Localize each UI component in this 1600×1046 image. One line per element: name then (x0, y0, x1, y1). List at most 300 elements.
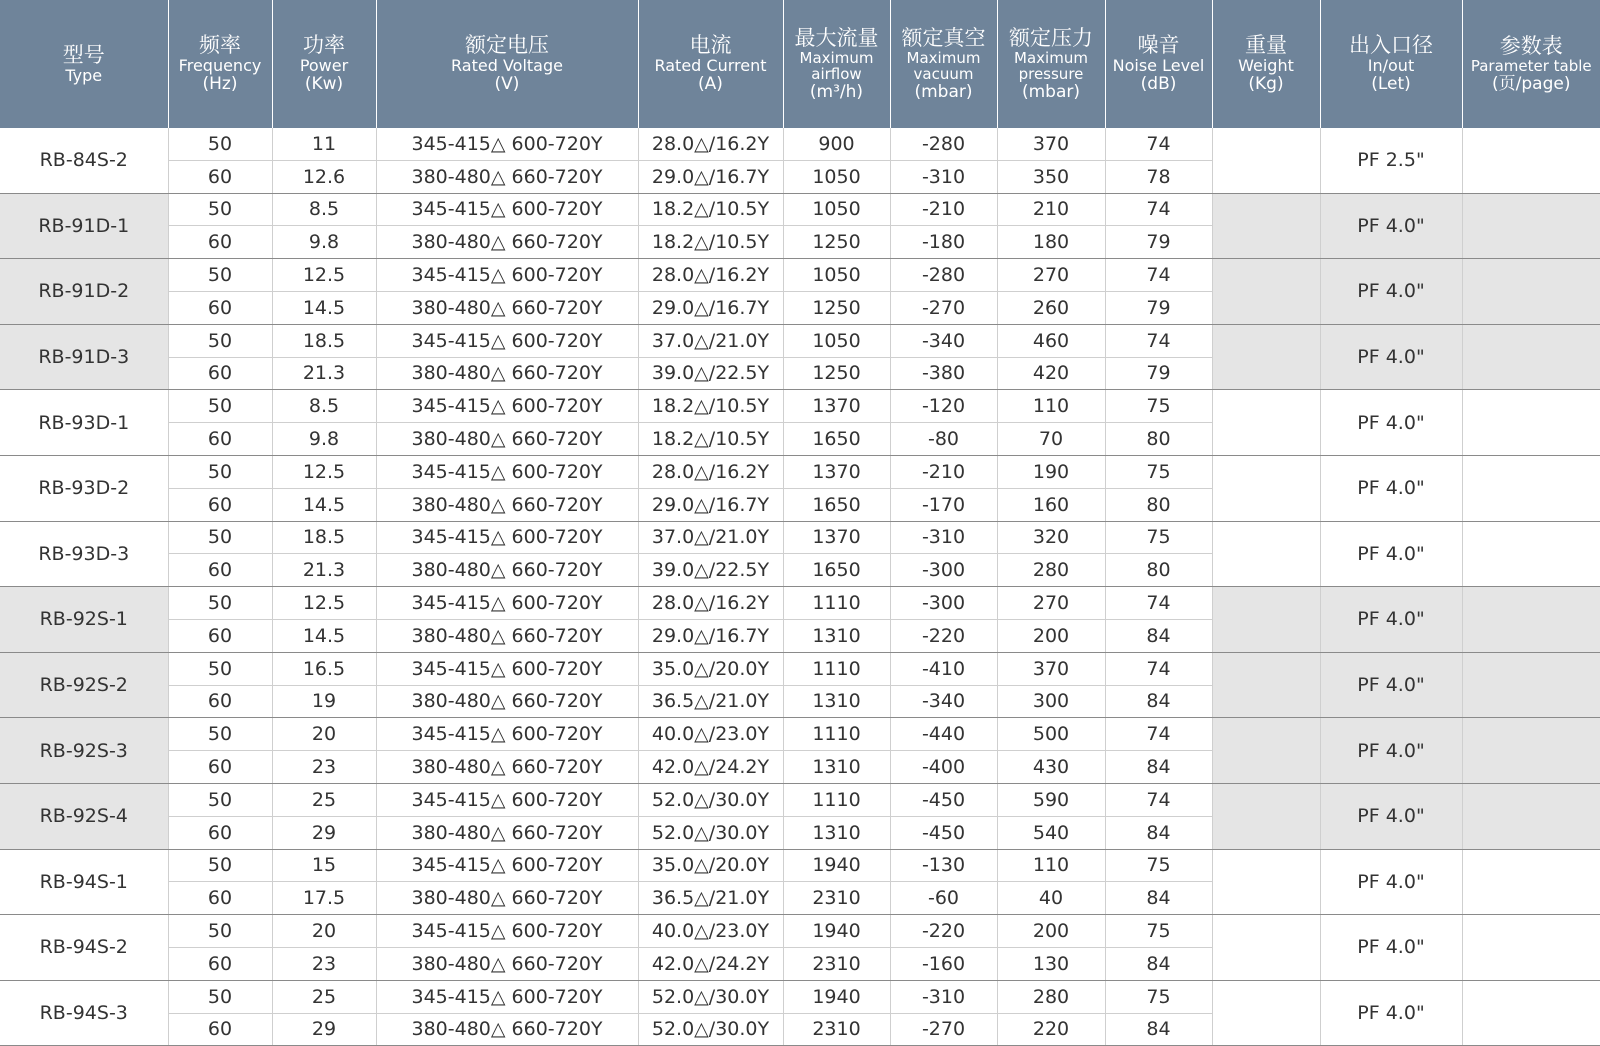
airflow-cell: 1110 (783, 718, 890, 751)
port-cell: PF 4.0" (1320, 521, 1462, 587)
frequency-cell: 50 (168, 390, 272, 423)
type-cell: RB-94S-1 (0, 849, 168, 915)
frequency-cell: 60 (168, 751, 272, 784)
type-cell: RB-91D-1 (0, 193, 168, 259)
header-airflow (783, 0, 890, 128)
pressure-cell: 110 (997, 849, 1105, 882)
header-unit: (V) (377, 75, 638, 95)
frequency-cell: 50 (168, 980, 272, 1013)
current-cell: 39.0△/22.5Y (638, 357, 783, 390)
airflow-cell: 1650 (783, 423, 890, 456)
header-unit: (Let) (1321, 75, 1462, 95)
port-cell: PF 4.0" (1320, 980, 1462, 1046)
port-cell: PF 4.0" (1320, 193, 1462, 259)
current-cell: 18.2△/10.5Y (638, 193, 783, 226)
table-row (0, 849, 1600, 882)
voltage-cell: 345-415△ 600-720Y (376, 915, 638, 948)
frequency-cell: 60 (168, 947, 272, 980)
pressure-cell: 500 (997, 718, 1105, 751)
pressure-cell: 260 (997, 291, 1105, 324)
power-cell: 14.5 (272, 619, 376, 652)
header-en: Type (0, 67, 168, 85)
table-row (0, 718, 1600, 751)
frequency-cell: 60 (168, 619, 272, 652)
vacuum-cell: -270 (890, 1013, 997, 1046)
header-zh: 额定电压 (377, 33, 638, 57)
airflow-cell: 900 (783, 128, 890, 160)
header-unit: (mbar) (998, 83, 1105, 103)
vacuum-cell: -170 (890, 488, 997, 521)
header-zh: 最大流量 (784, 26, 890, 50)
weight-cell (1212, 193, 1320, 259)
pressure-cell: 210 (997, 193, 1105, 226)
model-group (0, 521, 1600, 587)
header-voltage (376, 0, 638, 128)
frequency-cell: 60 (168, 882, 272, 915)
frequency-cell: 50 (168, 915, 272, 948)
table-row (0, 259, 1600, 292)
weight-cell (1212, 652, 1320, 718)
weight-cell (1212, 259, 1320, 325)
current-cell: 52.0△/30.0Y (638, 1013, 783, 1046)
noise-cell: 74 (1105, 128, 1212, 160)
header-zh: 重量 (1213, 33, 1320, 57)
power-cell: 17.5 (272, 882, 376, 915)
table-row (0, 390, 1600, 423)
voltage-cell: 380-480△ 660-720Y (376, 882, 638, 915)
page-cell (1462, 128, 1600, 193)
current-cell: 52.0△/30.0Y (638, 816, 783, 849)
noise-cell: 80 (1105, 554, 1212, 587)
page-cell (1462, 915, 1600, 981)
airflow-cell: 1650 (783, 554, 890, 587)
pressure-cell: 280 (997, 980, 1105, 1013)
airflow-cell: 1310 (783, 816, 890, 849)
vacuum-cell: -280 (890, 259, 997, 292)
noise-cell: 74 (1105, 324, 1212, 357)
port-cell: PF 2.5" (1320, 128, 1462, 193)
header-zh: 型号 (0, 43, 168, 67)
frequency-cell: 60 (168, 160, 272, 193)
type-cell: RB-84S-2 (0, 128, 168, 193)
vacuum-cell: -300 (890, 554, 997, 587)
voltage-cell: 380-480△ 660-720Y (376, 816, 638, 849)
frequency-cell: 50 (168, 849, 272, 882)
frequency-cell: 60 (168, 488, 272, 521)
noise-cell: 75 (1105, 455, 1212, 488)
noise-cell: 84 (1105, 882, 1212, 915)
voltage-cell: 345-415△ 600-720Y (376, 193, 638, 226)
port-cell: PF 4.0" (1320, 849, 1462, 915)
noise-cell: 74 (1105, 587, 1212, 620)
voltage-cell: 345-415△ 600-720Y (376, 652, 638, 685)
noise-cell: 74 (1105, 652, 1212, 685)
current-cell: 40.0△/23.0Y (638, 915, 783, 948)
power-cell: 14.5 (272, 291, 376, 324)
voltage-cell: 380-480△ 660-720Y (376, 619, 638, 652)
power-cell: 29 (272, 816, 376, 849)
frequency-cell: 50 (168, 587, 272, 620)
airflow-cell: 1050 (783, 160, 890, 193)
model-group (0, 587, 1600, 653)
page-cell (1462, 652, 1600, 718)
port-cell: PF 4.0" (1320, 390, 1462, 456)
type-cell: RB-93D-1 (0, 390, 168, 456)
power-cell: 16.5 (272, 652, 376, 685)
voltage-cell: 380-480△ 660-720Y (376, 423, 638, 456)
voltage-cell: 345-415△ 600-720Y (376, 980, 638, 1013)
vacuum-cell: -270 (890, 291, 997, 324)
power-cell: 18.5 (272, 521, 376, 554)
model-group (0, 980, 1600, 1046)
model-group (0, 193, 1600, 259)
vacuum-cell: -310 (890, 521, 997, 554)
vacuum-cell: -80 (890, 423, 997, 456)
noise-cell: 79 (1105, 226, 1212, 259)
current-cell: 35.0△/20.0Y (638, 652, 783, 685)
vacuum-cell: -300 (890, 587, 997, 620)
header-parameter-table (1462, 0, 1600, 128)
noise-cell: 74 (1105, 718, 1212, 751)
pressure-cell: 180 (997, 226, 1105, 259)
frequency-cell: 60 (168, 291, 272, 324)
header-unit: (dB) (1106, 75, 1212, 95)
type-cell: RB-94S-2 (0, 915, 168, 981)
airflow-cell: 1250 (783, 291, 890, 324)
current-cell: 28.0△/16.2Y (638, 587, 783, 620)
airflow-cell: 1250 (783, 226, 890, 259)
model-group (0, 324, 1600, 390)
weight-cell (1212, 915, 1320, 981)
header-weight (1212, 0, 1320, 128)
voltage-cell: 345-415△ 600-720Y (376, 587, 638, 620)
noise-cell: 75 (1105, 980, 1212, 1013)
header-unit: (m³/h) (784, 83, 890, 103)
pressure-cell: 40 (997, 882, 1105, 915)
page-cell (1462, 521, 1600, 587)
airflow-cell: 2310 (783, 882, 890, 915)
voltage-cell: 380-480△ 660-720Y (376, 947, 638, 980)
weight-cell (1212, 980, 1320, 1046)
voltage-cell: 380-480△ 660-720Y (376, 291, 638, 324)
current-cell: 42.0△/24.2Y (638, 751, 783, 784)
model-group (0, 652, 1600, 718)
weight-cell (1212, 324, 1320, 390)
table-row (0, 455, 1600, 488)
frequency-cell: 50 (168, 128, 272, 160)
pressure-cell: 200 (997, 915, 1105, 948)
airflow-cell: 1110 (783, 783, 890, 816)
pressure-cell: 370 (997, 128, 1105, 160)
current-cell: 29.0△/16.7Y (638, 619, 783, 652)
page-cell (1462, 259, 1600, 325)
port-cell: PF 4.0" (1320, 783, 1462, 849)
weight-cell (1212, 718, 1320, 784)
pressure-cell: 300 (997, 685, 1105, 718)
vacuum-cell: -340 (890, 324, 997, 357)
page-cell (1462, 980, 1600, 1046)
page-cell (1462, 783, 1600, 849)
page-cell (1462, 193, 1600, 259)
noise-cell: 75 (1105, 390, 1212, 423)
noise-cell: 80 (1105, 488, 1212, 521)
header-port (1320, 0, 1462, 128)
frequency-cell: 60 (168, 816, 272, 849)
weight-cell (1212, 390, 1320, 456)
header-en: Noise Level (1106, 57, 1212, 75)
airflow-cell: 1650 (783, 488, 890, 521)
vacuum-cell: -160 (890, 947, 997, 980)
voltage-cell: 345-415△ 600-720Y (376, 259, 638, 292)
header-zh: 噪音 (1106, 33, 1212, 57)
frequency-cell: 50 (168, 324, 272, 357)
noise-cell: 74 (1105, 259, 1212, 292)
current-cell: 42.0△/24.2Y (638, 947, 783, 980)
power-cell: 18.5 (272, 324, 376, 357)
current-cell: 28.0△/16.2Y (638, 455, 783, 488)
pressure-cell: 270 (997, 259, 1105, 292)
noise-cell: 80 (1105, 423, 1212, 456)
type-cell: RB-93D-3 (0, 521, 168, 587)
vacuum-cell: -340 (890, 685, 997, 718)
power-cell: 11 (272, 128, 376, 160)
weight-cell (1212, 455, 1320, 521)
frequency-cell: 50 (168, 652, 272, 685)
airflow-cell: 2310 (783, 1013, 890, 1046)
model-group (0, 455, 1600, 521)
airflow-cell: 1310 (783, 619, 890, 652)
pressure-cell: 130 (997, 947, 1105, 980)
weight-cell (1212, 521, 1320, 587)
type-cell: RB-91D-2 (0, 259, 168, 325)
vacuum-cell: -210 (890, 193, 997, 226)
header-en: Maximum pressure (998, 50, 1105, 83)
page-cell (1462, 718, 1600, 784)
frequency-cell: 50 (168, 521, 272, 554)
vacuum-cell: -310 (890, 160, 997, 193)
vacuum-cell: -220 (890, 915, 997, 948)
header-noise (1105, 0, 1212, 128)
model-group (0, 390, 1600, 456)
header-en: In/out (1321, 57, 1462, 75)
current-cell: 37.0△/21.0Y (638, 324, 783, 357)
airflow-cell: 1940 (783, 849, 890, 882)
current-cell: 36.5△/21.0Y (638, 882, 783, 915)
vacuum-cell: -130 (890, 849, 997, 882)
port-cell: PF 4.0" (1320, 652, 1462, 718)
vacuum-cell: -60 (890, 882, 997, 915)
port-cell: PF 4.0" (1320, 915, 1462, 981)
current-cell: 39.0△/22.5Y (638, 554, 783, 587)
power-cell: 29 (272, 1013, 376, 1046)
pressure-cell: 110 (997, 390, 1105, 423)
power-cell: 12.5 (272, 455, 376, 488)
current-cell: 35.0△/20.0Y (638, 849, 783, 882)
power-cell: 23 (272, 751, 376, 784)
page-cell (1462, 587, 1600, 653)
current-cell: 18.2△/10.5Y (638, 226, 783, 259)
port-cell: PF 4.0" (1320, 455, 1462, 521)
pressure-cell: 280 (997, 554, 1105, 587)
frequency-cell: 50 (168, 455, 272, 488)
port-cell: PF 4.0" (1320, 324, 1462, 390)
voltage-cell: 380-480△ 660-720Y (376, 160, 638, 193)
weight-cell (1212, 587, 1320, 653)
frequency-cell: 60 (168, 423, 272, 456)
type-cell: RB-92S-3 (0, 718, 168, 784)
frequency-cell: 60 (168, 226, 272, 259)
current-cell: 40.0△/23.0Y (638, 718, 783, 751)
header-current (638, 0, 783, 128)
airflow-cell: 1370 (783, 521, 890, 554)
pressure-cell: 270 (997, 587, 1105, 620)
power-cell: 12.5 (272, 259, 376, 292)
frequency-cell: 50 (168, 193, 272, 226)
noise-cell: 75 (1105, 915, 1212, 948)
vacuum-cell: -410 (890, 652, 997, 685)
power-cell: 19 (272, 685, 376, 718)
weight-cell (1212, 128, 1320, 193)
noise-cell: 84 (1105, 685, 1212, 718)
noise-cell: 84 (1105, 816, 1212, 849)
airflow-cell: 1370 (783, 455, 890, 488)
port-cell: PF 4.0" (1320, 587, 1462, 653)
power-cell: 12.5 (272, 587, 376, 620)
header-vacuum (890, 0, 997, 128)
noise-cell: 84 (1105, 947, 1212, 980)
weight-cell (1212, 783, 1320, 849)
airflow-cell: 1050 (783, 193, 890, 226)
header-unit: (页/page) (1463, 75, 1600, 95)
type-cell: RB-93D-2 (0, 455, 168, 521)
voltage-cell: 380-480△ 660-720Y (376, 685, 638, 718)
vacuum-cell: -210 (890, 455, 997, 488)
page-cell (1462, 390, 1600, 456)
pressure-cell: 590 (997, 783, 1105, 816)
model-group (0, 849, 1600, 915)
current-cell: 29.0△/16.7Y (638, 488, 783, 521)
airflow-cell: 1250 (783, 357, 890, 390)
power-cell: 15 (272, 849, 376, 882)
current-cell: 37.0△/21.0Y (638, 521, 783, 554)
current-cell: 28.0△/16.2Y (638, 259, 783, 292)
pressure-cell: 460 (997, 324, 1105, 357)
airflow-cell: 1050 (783, 324, 890, 357)
model-group (0, 718, 1600, 784)
current-cell: 18.2△/10.5Y (638, 423, 783, 456)
power-cell: 14.5 (272, 488, 376, 521)
noise-cell: 84 (1105, 619, 1212, 652)
port-cell: PF 4.0" (1320, 259, 1462, 325)
voltage-cell: 380-480△ 660-720Y (376, 357, 638, 390)
voltage-cell: 380-480△ 660-720Y (376, 488, 638, 521)
voltage-cell: 345-415△ 600-720Y (376, 849, 638, 882)
voltage-cell: 345-415△ 600-720Y (376, 783, 638, 816)
pressure-cell: 70 (997, 423, 1105, 456)
pressure-cell: 370 (997, 652, 1105, 685)
pressure-cell: 190 (997, 455, 1105, 488)
table-row (0, 783, 1600, 816)
header-row (0, 0, 1600, 128)
header-en: Weight (1213, 57, 1320, 75)
power-cell: 25 (272, 980, 376, 1013)
power-cell: 8.5 (272, 390, 376, 423)
vacuum-cell: -120 (890, 390, 997, 423)
header-en: Rated Voltage (377, 57, 638, 75)
pressure-cell: 160 (997, 488, 1105, 521)
header-unit: (Kw) (273, 75, 376, 95)
page-cell (1462, 849, 1600, 915)
header-zh: 电流 (639, 33, 783, 57)
noise-cell: 78 (1105, 160, 1212, 193)
pressure-cell: 320 (997, 521, 1105, 554)
table-row (0, 521, 1600, 554)
voltage-cell: 345-415△ 600-720Y (376, 718, 638, 751)
header-unit: (mbar) (891, 83, 997, 103)
pressure-cell: 430 (997, 751, 1105, 784)
voltage-cell: 345-415△ 600-720Y (376, 455, 638, 488)
header-en: Frequency (169, 57, 272, 75)
noise-cell: 74 (1105, 193, 1212, 226)
power-cell: 9.8 (272, 226, 376, 259)
airflow-cell: 2310 (783, 947, 890, 980)
table-row (0, 980, 1600, 1013)
table-row (0, 587, 1600, 620)
pressure-cell: 420 (997, 357, 1105, 390)
page-cell (1462, 324, 1600, 390)
type-cell: RB-92S-4 (0, 783, 168, 849)
power-cell: 20 (272, 718, 376, 751)
current-cell: 52.0△/30.0Y (638, 783, 783, 816)
page-cell (1462, 455, 1600, 521)
table-row (0, 128, 1600, 160)
frequency-cell: 50 (168, 718, 272, 751)
power-cell: 9.8 (272, 423, 376, 456)
frequency-cell: 60 (168, 1013, 272, 1046)
header-unit: (A) (639, 75, 783, 95)
airflow-cell: 1940 (783, 915, 890, 948)
frequency-cell: 50 (168, 783, 272, 816)
header-zh: 参数表 (1463, 34, 1600, 58)
type-cell: RB-92S-2 (0, 652, 168, 718)
power-cell: 25 (272, 783, 376, 816)
header-en: Maximum airflow (784, 50, 890, 83)
weight-cell (1212, 849, 1320, 915)
voltage-cell: 345-415△ 600-720Y (376, 521, 638, 554)
noise-cell: 84 (1105, 751, 1212, 784)
voltage-cell: 345-415△ 600-720Y (376, 128, 638, 160)
voltage-cell: 380-480△ 660-720Y (376, 1013, 638, 1046)
noise-cell: 74 (1105, 783, 1212, 816)
model-group (0, 915, 1600, 981)
pressure-cell: 220 (997, 1013, 1105, 1046)
vacuum-cell: -450 (890, 816, 997, 849)
airflow-cell: 1110 (783, 587, 890, 620)
voltage-cell: 345-415△ 600-720Y (376, 390, 638, 423)
current-cell: 18.2△/10.5Y (638, 390, 783, 423)
header-power (272, 0, 376, 128)
current-cell: 52.0△/30.0Y (638, 980, 783, 1013)
frequency-cell: 60 (168, 554, 272, 587)
voltage-cell: 345-415△ 600-720Y (376, 324, 638, 357)
power-cell: 20 (272, 915, 376, 948)
vacuum-cell: -180 (890, 226, 997, 259)
vacuum-cell: -400 (890, 751, 997, 784)
airflow-cell: 1940 (783, 980, 890, 1013)
current-cell: 36.5△/21.0Y (638, 685, 783, 718)
pressure-cell: 540 (997, 816, 1105, 849)
noise-cell: 84 (1105, 1013, 1212, 1046)
